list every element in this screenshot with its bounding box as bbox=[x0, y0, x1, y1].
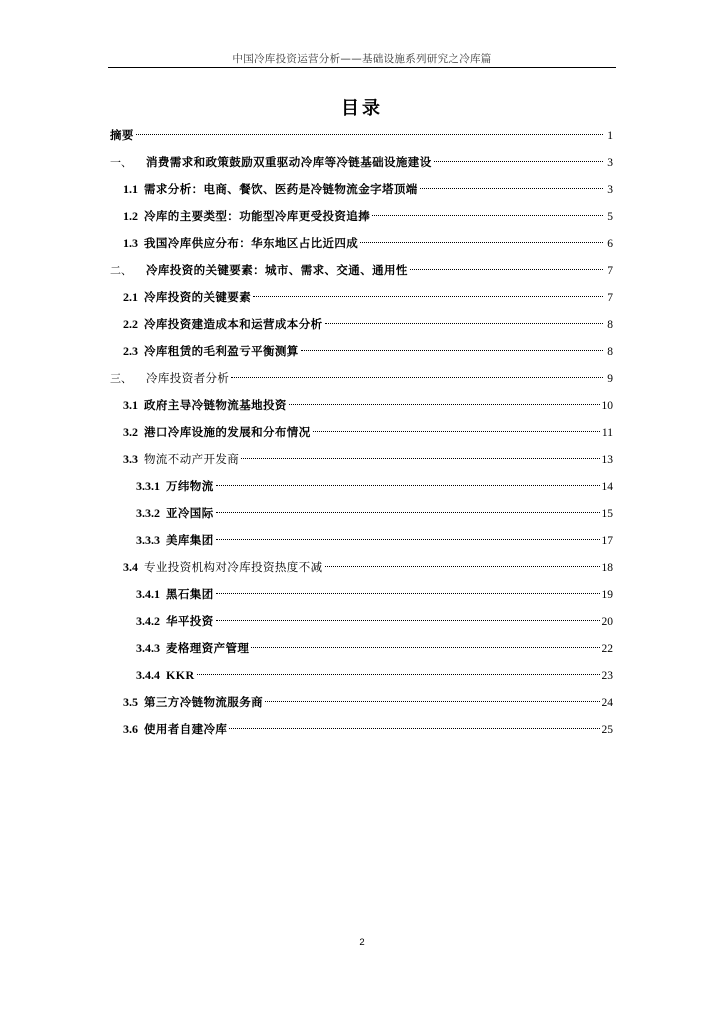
toc-entry-page: 18 bbox=[601, 562, 613, 574]
toc-entry-page: 22 bbox=[601, 643, 613, 655]
toc-entry-3-6[interactable] bbox=[123, 720, 613, 738]
toc-entry-page: 1 bbox=[607, 130, 613, 142]
toc-entry-page: 19 bbox=[601, 589, 613, 601]
toc-entry-2-1[interactable] bbox=[123, 288, 613, 306]
leader-dots bbox=[136, 134, 603, 135]
leader-dots bbox=[216, 620, 600, 621]
toc-title: 目录 bbox=[341, 98, 383, 119]
toc-entry-3-4[interactable] bbox=[123, 558, 613, 576]
leader-dots bbox=[325, 566, 600, 567]
toc-entry-page: 13 bbox=[601, 454, 613, 466]
toc-entry-page: 24 bbox=[601, 697, 613, 709]
leader-dots bbox=[420, 188, 603, 189]
toc-entry-number: 3.3.3 bbox=[136, 533, 160, 547]
toc-entry-title: 亚冷国际 bbox=[166, 506, 214, 520]
toc-entry-3-4-1[interactable] bbox=[136, 585, 613, 603]
toc-entry-page: 20 bbox=[601, 616, 613, 628]
toc-entry-number: 三、 bbox=[110, 372, 132, 385]
toc-entry-title: 冷库投资者分析 bbox=[146, 371, 230, 385]
toc-entry-3-4-2[interactable] bbox=[136, 612, 613, 630]
toc-entry-1-2[interactable] bbox=[123, 207, 613, 225]
toc-entry-page: 15 bbox=[601, 508, 613, 520]
toc-entry-page: 7 bbox=[607, 292, 613, 304]
toc-entry-number: 3.2 bbox=[123, 425, 138, 439]
toc-entry-number: 3.4.4 bbox=[136, 668, 160, 682]
toc-entry-number: 3.4.3 bbox=[136, 641, 160, 655]
leader-dots bbox=[216, 485, 600, 486]
toc-entry-title: KKR bbox=[166, 668, 195, 682]
leader-dots bbox=[251, 647, 599, 648]
toc-entry-title: 美库集团 bbox=[166, 533, 214, 547]
toc-entry-title: 冷库投资建造成本和运营成本分析 bbox=[144, 317, 323, 331]
toc-entry-number: 3.3.2 bbox=[136, 506, 160, 520]
toc-entry-page: 8 bbox=[607, 319, 613, 331]
toc-entry-chapter-3[interactable] bbox=[110, 369, 613, 387]
toc-entry-page: 25 bbox=[601, 724, 613, 736]
toc-entry-title: 麦格理资产管理 bbox=[166, 641, 250, 655]
toc-entry-number: 2.2 bbox=[123, 317, 138, 331]
toc-entry-1-1[interactable] bbox=[123, 180, 613, 198]
toc-entry-page: 23 bbox=[601, 670, 613, 682]
toc-entry-title: 冷库租赁的毛利盈亏平衡测算 bbox=[144, 344, 299, 358]
page-header: 中国冷库投资运营分析——基础设施系列研究之冷库篇 bbox=[232, 53, 492, 65]
toc-entry-title: 需求分析：电商、餐饮、医药是冷链物流金字塔顶端 bbox=[144, 182, 418, 196]
page-number: 2 bbox=[359, 937, 365, 948]
leader-dots bbox=[241, 458, 599, 459]
toc-entry-title: 万纬物流 bbox=[166, 479, 214, 493]
toc-entry-2-2[interactable] bbox=[123, 315, 613, 333]
toc-entry-3-5[interactable] bbox=[123, 693, 613, 711]
toc-entry-title: 冷库投资的关键要素：城市、需求、交通、通用性 bbox=[146, 263, 408, 277]
toc-entry-title: 我国冷库供应分布：华东地区占比近四成 bbox=[144, 236, 359, 250]
toc-entry-title: 摘要 bbox=[110, 128, 134, 142]
toc-entry-chapter-1[interactable] bbox=[110, 153, 613, 171]
toc-entry-3-1[interactable] bbox=[123, 396, 613, 414]
toc-entry-chapter-2[interactable] bbox=[110, 261, 613, 279]
toc-entry-3-2[interactable] bbox=[123, 423, 613, 441]
leader-dots bbox=[216, 539, 600, 540]
toc-entry-title: 政府主导冷链物流基地投资 bbox=[144, 398, 287, 412]
toc-entry-title: 港口冷库设施的发展和分布情况 bbox=[144, 425, 311, 439]
leader-dots bbox=[313, 431, 600, 432]
toc-entry-number: 1.1 bbox=[123, 182, 138, 196]
toc-entry-number: 2.3 bbox=[123, 344, 138, 358]
toc-entry-number: 3.3 bbox=[123, 452, 138, 466]
toc-entry-2-3[interactable] bbox=[123, 342, 613, 360]
toc-entry-page: 3 bbox=[607, 157, 613, 169]
leader-dots bbox=[197, 674, 600, 675]
toc-entry-number: 二、 bbox=[110, 264, 132, 277]
leader-dots bbox=[231, 377, 603, 378]
toc-entry-page: 17 bbox=[601, 535, 613, 547]
leader-dots bbox=[265, 701, 600, 702]
toc-entry-title: 使用者自建冷库 bbox=[144, 722, 228, 736]
toc-entry-number: 1.2 bbox=[123, 209, 138, 223]
toc-entry-3-3-3[interactable] bbox=[136, 531, 613, 549]
toc-entry-page: 10 bbox=[601, 400, 613, 412]
toc-entry-page: 5 bbox=[607, 211, 613, 223]
leader-dots bbox=[360, 242, 603, 243]
leader-dots bbox=[325, 323, 604, 324]
toc-entry-title: 冷库投资的关键要素 bbox=[144, 290, 252, 304]
toc-entry-title: 黑石集团 bbox=[166, 587, 214, 601]
toc-entry-title: 冷库的主要类型：功能型冷库更受投资追捧 bbox=[144, 209, 371, 223]
leader-dots bbox=[372, 215, 603, 216]
toc-entry-3-3[interactable] bbox=[123, 450, 613, 468]
toc-entry-page: 6 bbox=[607, 238, 613, 250]
toc-entry-abstract[interactable] bbox=[110, 126, 613, 144]
toc-entry-title: 物流不动产开发商 bbox=[144, 452, 240, 466]
leader-dots bbox=[253, 296, 603, 297]
toc-entry-number: 一、 bbox=[110, 156, 132, 169]
toc-entry-title: 专业投资机构对冷库投资热度不减 bbox=[144, 560, 323, 574]
toc-entry-number: 1.3 bbox=[123, 236, 138, 250]
toc-entry-number: 2.1 bbox=[123, 290, 138, 304]
toc-entry-3-4-3[interactable] bbox=[136, 639, 613, 657]
toc-entry-title: 华平投资 bbox=[166, 614, 214, 628]
leader-dots bbox=[301, 350, 603, 351]
toc-entry-3-3-1[interactable] bbox=[136, 477, 613, 495]
toc-entry-number: 3.4 bbox=[123, 560, 138, 574]
toc-entry-title: 消费需求和政策鼓励双重驱动冷库等冷链基础设施建设 bbox=[146, 155, 432, 169]
toc-entry-page: 3 bbox=[607, 184, 613, 196]
toc-entry-number: 3.5 bbox=[123, 695, 138, 709]
leader-dots bbox=[216, 512, 600, 513]
leader-dots bbox=[229, 728, 599, 729]
leader-dots bbox=[216, 593, 600, 594]
toc-entry-page: 11 bbox=[601, 427, 613, 439]
toc-entry-number: 3.1 bbox=[123, 398, 138, 412]
toc-entry-3-4-4[interactable] bbox=[136, 666, 613, 684]
toc-entry-page: 9 bbox=[607, 373, 613, 385]
toc-entry-1-3[interactable] bbox=[123, 234, 613, 252]
toc-entry-number: 3.6 bbox=[123, 722, 138, 736]
leader-dots bbox=[289, 404, 600, 405]
toc-entry-page: 8 bbox=[607, 346, 613, 358]
toc-entry-number: 3.4.1 bbox=[136, 587, 160, 601]
toc-entry-page: 7 bbox=[607, 265, 613, 277]
toc-entry-number: 3.4.2 bbox=[136, 614, 160, 628]
toc-entry-3-3-2[interactable] bbox=[136, 504, 613, 522]
toc-entry-page: 14 bbox=[601, 481, 613, 493]
leader-dots bbox=[434, 161, 603, 162]
toc-entry-number: 3.3.1 bbox=[136, 479, 160, 493]
toc-entry-title: 第三方冷链物流服务商 bbox=[144, 695, 263, 709]
leader-dots bbox=[410, 269, 603, 270]
